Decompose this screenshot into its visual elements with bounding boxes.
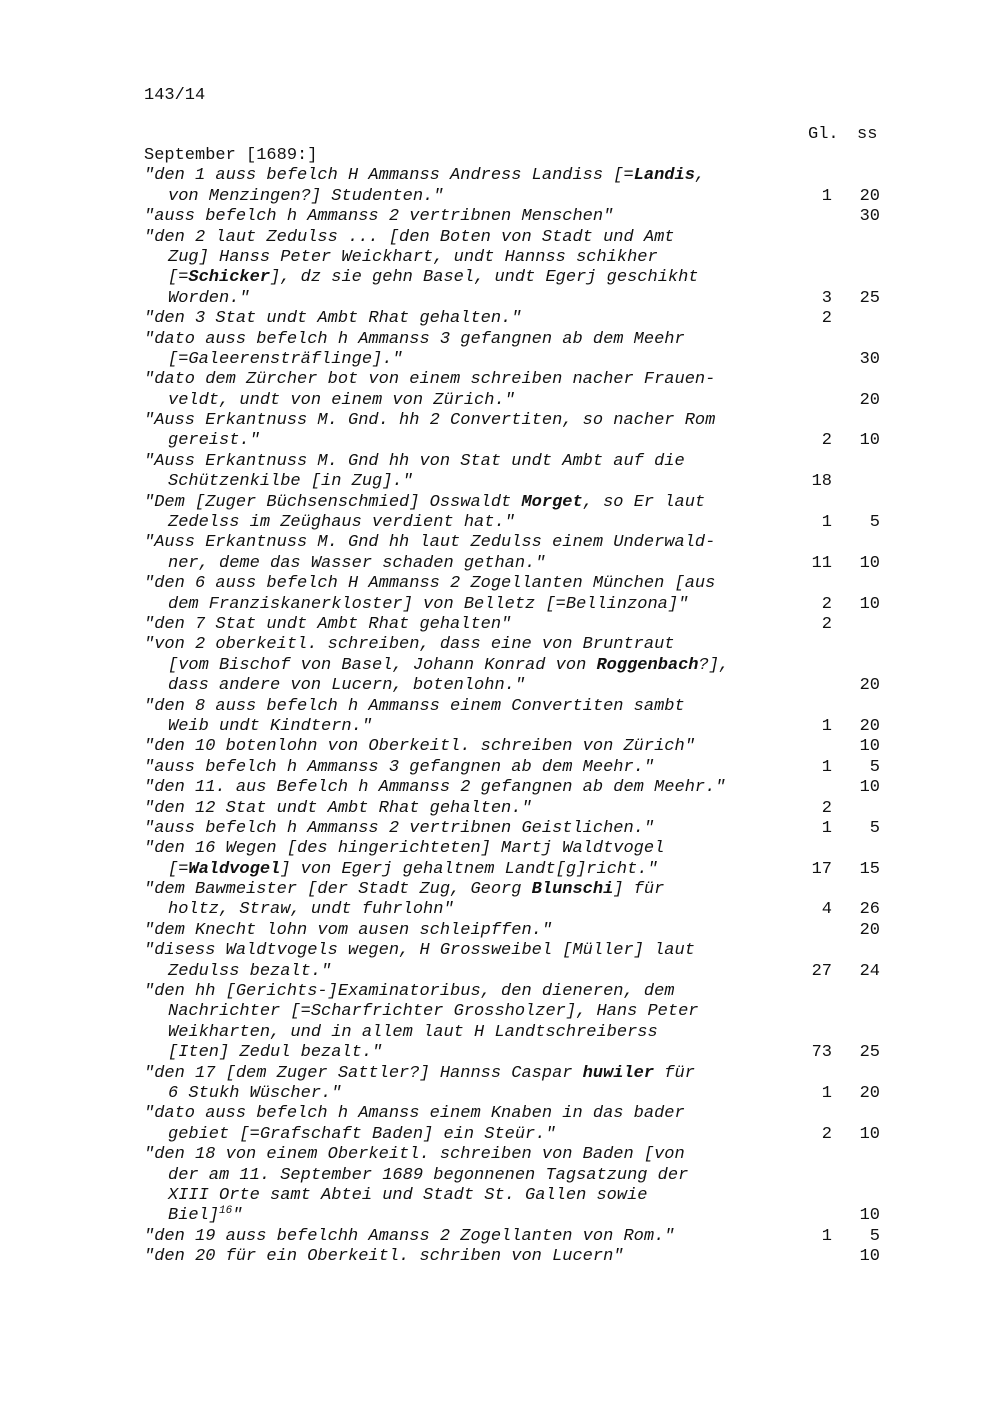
ledger-entry [144,452,884,493]
amount-gulden: 1 [821,1226,832,1246]
amount-gulden: 1 [821,186,832,206]
amount-gulden [784,207,832,227]
bold-name: huwiler [582,1063,655,1083]
ledger-entry [144,370,884,411]
ledger-entry [144,533,884,574]
entry-text-line: "dato auss befelch h Amanss einem Knaben in das bader [144,1104,685,1124]
amount-schilling: 10 [859,778,880,798]
entry-text-line: Worden." [168,288,250,308]
amount-gulden: 11 [811,553,832,573]
entry-text-line: Weib undt Kindtern." [168,716,373,736]
entry-text-line: "auss befelch h Ammanss 3 gefangnen ab dem Meehr." [144,757,655,777]
amount-gulden: 1 [821,818,832,838]
bold-name: Waldvogel [188,859,281,879]
amount-schilling: 5 [869,1226,880,1246]
entry-text-line: Zedulss bezalt." [168,961,332,981]
ledger-entry [144,635,884,696]
amount-schilling: 20 [859,390,880,410]
entry-text-line: "von 2 oberkeitl. schreiben, dass eine von Bruntraut [144,635,675,655]
ledger-entry [144,309,884,329]
column-header-schilling: ss [857,125,878,144]
entry-text-line: "dato dem Zürcher bot von einem schreiben nacher Frauen- [144,370,716,390]
bold-name: Morget [521,492,583,512]
amount-gulden: 1 [821,1083,832,1103]
entry-text-line: [Iten] Zedul bezalt." [168,1043,383,1063]
amount-gulden: 27 [811,961,832,981]
amount-schilling: 5 [869,818,880,838]
entry-text-line: dass andere von Lucern, botenlohn." [168,676,526,696]
amount-gulden: 1 [821,716,832,736]
amount-gulden: 1 [821,757,832,777]
amount-schilling: 10 [859,1247,880,1267]
entry-text-line: "den 19 auss befelchh Amanss 2 Zogellanten von Rom." [144,1226,675,1246]
ledger-entry [144,574,884,615]
amount-gulden: 2 [821,594,832,614]
amount-gulden: 17 [811,859,832,879]
amount-schilling [830,615,880,635]
amount-schilling: 10 [859,1206,880,1226]
amount-gulden: 2 [821,614,832,634]
amount-gulden: 2 [821,309,832,329]
amount-gulden [784,737,832,757]
amount-schilling: 25 [859,288,880,308]
entry-text-line: "den 16 Wegen [des hingerichteten] Martj Waldtvogel [144,839,665,859]
ledger-entries [144,166,884,1267]
entry-text-line: "dem Knecht lohn vom ausen schleipffen." [144,920,553,940]
entry-text-line: [=Schicker], dz sie gehn Basel, undt Egerj geschikht [168,268,699,288]
entry-text-line: "den 2 laut Zedulss ... [den Boten von Stadt und Amt [144,227,675,247]
entry-text-line: "auss befelch h Ammanss 2 vertribnen Menschen" [144,207,614,227]
page-number: 143/14 [144,86,206,105]
amount-schilling: 5 [869,757,880,777]
ledger-entry [144,1227,884,1247]
amount-schilling: 10 [859,737,880,757]
ledger-entry [144,411,884,452]
ledger-entry [144,1064,884,1105]
ledger-entry [144,1145,884,1227]
entry-text-line: "Dem [Zuger Büchsenschmied] Osswaldt Morget, so Er laut [144,492,706,512]
amount-schilling: 20 [859,676,880,696]
entry-text-line: "auss befelch h Ammanss 2 vertribnen Geistlichen." [144,818,655,838]
ledger-entry [144,799,884,819]
entry-text-line: 6 Stukh Wüscher." [168,1083,342,1103]
amount-gulden: 73 [811,1043,832,1063]
amount-schilling: 30 [859,349,880,369]
amount-gulden: 2 [821,431,832,451]
entry-text-line: holtz, Straw, undt fuhrlohn" [168,900,454,920]
ledger-entry [144,819,884,839]
entry-text-line: "den 8 auss befelch h Ammanss einem Convertiten sambt [144,696,685,716]
entry-text-line: "Auss Erkantnuss M. Gnd hh von Stat undt Ambt auf die [144,451,685,471]
entry-text-line: Zedelss im Zeüghaus verdient hat." [168,513,515,533]
entry-text-line: "dato auss befelch h Ammanss 3 gefangnen ab dem Meehr [144,329,685,349]
ledger-entry [144,880,884,921]
bold-name: Roggenbach [596,655,699,675]
entry-text-line: "den 6 auss befelch H Ammanss 2 Zogellanten München [aus [144,574,716,594]
amount-schilling: 24 [859,961,880,981]
entry-text-line: "dem Bawmeister [der Stadt Zug, Georg Blunschi] für [144,880,665,900]
amount-schilling: 20 [859,920,880,940]
amount-gulden [784,778,832,798]
ledger-entry [144,921,884,941]
amount-schilling: 10 [859,431,880,451]
month-heading: September [1689:] [144,146,318,165]
amount-gulden [784,1206,832,1226]
entry-text-line: "den 18 von einem Oberkeitl. schreiben von Baden [von [144,1145,685,1165]
amount-gulden [784,350,832,370]
entry-text-line: gereist." [168,431,260,451]
amount-gulden [784,391,832,411]
ledger-content [144,146,884,1267]
ledger-entry [144,207,884,227]
amount-gulden: 2 [821,798,832,818]
amount-schilling: 15 [859,859,880,879]
entry-text-line: "den hh [Gerichts-]Examinatoribus, den dieneren, dem [144,982,675,1002]
ledger-entry [144,737,884,757]
entry-text-line: von Menzingen?] Studenten." [168,186,444,206]
entry-text-line: Schützenkilbe [in Zug]." [168,472,413,492]
entry-text-line: "Auss Erkantnuss M. Gnd. hh 2 Convertiten, so nacher Rom [144,411,716,431]
amount-schilling: 10 [859,594,880,614]
ledger-entry [144,166,884,207]
amount-gulden: 1 [821,513,832,533]
amount-gulden [784,676,832,696]
entry-text-line: Zug] Hanss Peter Weickhart, undt Hannss schikher [168,247,658,267]
entry-text-line: [vom Bischof von Basel, Johann Konrad von Roggenbach?], [168,655,730,675]
entry-text-line: Nachrichter [=Scharfrichter Grossholzer], Hans Peter [168,1002,699,1022]
amount-gulden [784,921,832,941]
ledger-entry [144,228,884,310]
amount-schilling: 20 [859,716,880,736]
entry-text-line: "den 7 Stat undt Ambt Rhat gehalten" [144,614,512,634]
ledger-entry [144,1104,884,1145]
ledger-entry [144,778,884,798]
amount-schilling: 30 [859,207,880,227]
ledger-entry [144,839,884,880]
amount-gulden: 2 [821,1124,832,1144]
entry-text-line: [=Waldvogel] von Egerj gehaltnem Landt[g]richt." [168,859,658,879]
ledger-entry [144,493,884,534]
bold-name: Blunschi [531,880,614,900]
entry-text-line: Weikharten, und in allem laut H Landtschreiberss [168,1022,658,1042]
ledger-entry [144,1247,884,1267]
entry-text-line: XIII Orte samt Abtei und Stadt St. Gallen sowie [168,1185,648,1205]
entry-text-line: der am 11. September 1689 begonnenen Tagsatzung der [168,1165,689,1185]
amount-schilling: 20 [859,1083,880,1103]
amount-gulden [784,1247,832,1267]
entry-text-line: "den 1 auss befelch H Ammanss Andress Landiss [=Landis, [144,166,706,186]
amount-schilling [830,309,880,329]
entry-text-line: gebiet [=Grafschaft Baden] ein Steür." [168,1124,556,1144]
entry-text-line: "disess Waldtvogels wegen, H Grossweibel [Müller] laut [144,941,695,961]
entry-text-line: "den 12 Stat undt Ambt Rhat gehalten." [144,798,532,818]
amount-gulden: 18 [811,472,832,492]
entry-text-line: "den 10 botenlohn von Oberkeitl. schreiben von Zürich" [144,737,695,757]
ledger-entry [144,941,884,982]
ledger-entry [144,615,884,635]
amount-schilling: 26 [859,900,880,920]
entry-text-line: "den 3 Stat undt Ambt Rhat gehalten." [144,309,522,329]
entry-text-line: ner, deme das Wasser schaden gethan." [168,553,546,573]
ledger-entry [144,697,884,738]
footnote-marker: 16 [219,1205,233,1218]
entry-text-line: [=Galeerensträflinge]." [168,349,403,369]
bold-name: Landis [633,166,695,186]
ledger-entry [144,758,884,778]
column-header-gulden: Gl. [808,125,839,144]
entry-text-line: "den 17 [dem Zuger Sattler?] Hannss Caspar huwiler für [144,1063,695,1083]
amount-gulden: 3 [821,288,832,308]
ledger-entry [144,330,884,371]
amount-gulden: 4 [821,900,832,920]
bold-name: Schicker [188,268,271,288]
amount-schilling: 10 [859,1124,880,1144]
amount-schilling: 10 [859,553,880,573]
entry-text-line: dem Franziskanerkloster] von Belletz [=Bellinzona]" [168,594,689,614]
entry-text-line: Biel]$^{16}$" [168,1205,243,1226]
entry-text-line: veldt, undt von einem von Zürich." [168,390,515,410]
amount-schilling: 25 [859,1043,880,1063]
amount-schilling [830,799,880,819]
amount-schilling [830,472,880,492]
entry-text-line: "den 11. aus Befelch h Ammanss 2 gefangnen ab dem Meehr." [144,778,726,798]
entry-text-line: "den 20 für ein Oberkeitl. schriben von Lucern" [144,1247,624,1267]
ledger-entry [144,982,884,1064]
entry-text-line: "Auss Erkantnuss M. Gnd hh laut Zedulss einem Underwald- [144,533,716,553]
amount-schilling: 5 [869,513,880,533]
amount-schilling: 20 [859,186,880,206]
